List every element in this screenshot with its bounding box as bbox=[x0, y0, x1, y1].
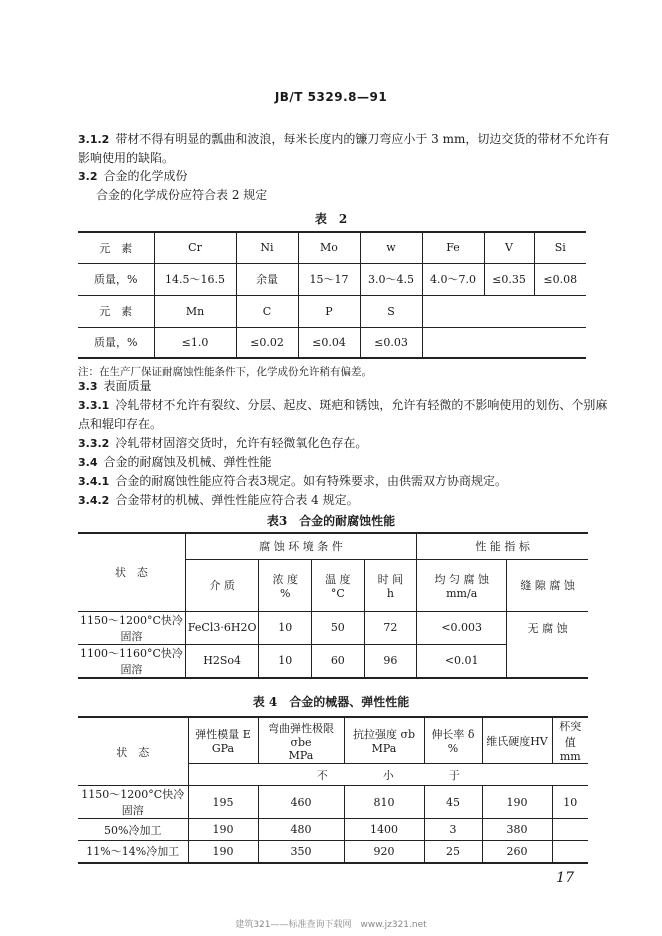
table-cell: 50 bbox=[312, 611, 365, 644]
table-cell: 460 bbox=[258, 786, 344, 819]
table-header-temperature bbox=[312, 559, 365, 611]
table-2-title: 表 2 bbox=[314, 212, 348, 226]
clause-title: 合金的化学成份 bbox=[103, 169, 188, 183]
table-cell: H2So4 bbox=[185, 644, 259, 678]
table-4-title: 表 4 合金的械器、弹性性能 bbox=[252, 695, 410, 709]
table-cell: 4.0～7.0 bbox=[422, 263, 484, 295]
table-row bbox=[78, 327, 586, 358]
table-cell: 10 bbox=[259, 644, 312, 678]
clause-text: 合金的耐腐蚀性能应符合表3规定。如有特殊要求，由供需双方协商规定。 bbox=[115, 474, 507, 488]
clause-text: 合金带材的机械、弹性性能应符合表 4 规定。 bbox=[115, 493, 359, 507]
page-number: 17 bbox=[556, 870, 574, 886]
table-cell: 1150～1200°C快冷固溶 bbox=[78, 611, 185, 644]
table-cell: 14.5～16.5 bbox=[154, 263, 236, 295]
table-cell-empty bbox=[422, 295, 586, 327]
header-line: 温 度 bbox=[325, 572, 351, 586]
header-unit: MPa bbox=[371, 742, 397, 755]
table-header-perf: 性 能 指 标 bbox=[417, 533, 588, 559]
table-cell: 元 素 bbox=[78, 232, 154, 263]
table-cell: 质量，% bbox=[78, 327, 154, 358]
table-row bbox=[78, 717, 588, 764]
header-unit: % bbox=[447, 742, 459, 755]
table-cell: 3.0～4.5 bbox=[360, 263, 422, 295]
table-header-concentration bbox=[259, 559, 312, 611]
header-line: 时 间 bbox=[377, 572, 404, 586]
clause-3-4-1 bbox=[78, 472, 507, 491]
table-row bbox=[78, 819, 588, 841]
clause-text: 带材不得有明显的瓢曲和波浪，每米长度内的镰刀弯应小于 3 mm，切边交货的带材不允许有 bbox=[115, 132, 610, 146]
clause-number: 3.3 bbox=[78, 380, 98, 393]
table-cell: ≤0.04 bbox=[298, 327, 360, 358]
table-cell: 920 bbox=[344, 841, 424, 863]
table-cell: FeCl3·6H2O bbox=[185, 611, 259, 644]
header-line: 弹性模量 E bbox=[195, 728, 251, 741]
clause-3-3-1-line1 bbox=[78, 396, 607, 415]
table-header-bending-limit bbox=[258, 717, 344, 764]
table-3-title: 表3 合金的耐腐蚀性能 bbox=[266, 514, 396, 528]
table-cell: 质量，% bbox=[78, 263, 154, 295]
table-cell: <0.003 bbox=[417, 611, 507, 644]
header-unit: mm/a bbox=[446, 586, 478, 600]
table-cell: V bbox=[484, 232, 534, 263]
header-line: 杯突值 bbox=[559, 720, 582, 749]
table-cell: Mo bbox=[298, 232, 360, 263]
header-unit: mm bbox=[559, 750, 581, 763]
table-cell: 元 素 bbox=[78, 295, 154, 327]
clause-number: 3.3.1 bbox=[78, 399, 110, 412]
table-cell: Si bbox=[534, 232, 586, 263]
table-4 bbox=[78, 716, 588, 864]
table-cell: 1100～1160°C快冷固溶 bbox=[78, 644, 185, 678]
table-row bbox=[78, 263, 586, 295]
table-cell: ≤1.0 bbox=[154, 327, 236, 358]
clause-title: 表面质量 bbox=[103, 379, 152, 393]
table-cell: 260 bbox=[482, 841, 552, 863]
table-cell: P bbox=[298, 295, 360, 327]
standard-number-header: JB/T 5329.8—91 bbox=[274, 90, 388, 104]
table-row bbox=[78, 533, 588, 559]
table-header-crevice-corrosion: 缝 隙 腐 蚀 bbox=[507, 559, 588, 611]
table-header-elongation bbox=[424, 717, 482, 764]
table-cell: 10 bbox=[552, 786, 588, 819]
table-cell: 60 bbox=[312, 644, 365, 678]
table-cell bbox=[552, 819, 588, 841]
table-header-not-less-than: 不 小 于 bbox=[188, 764, 588, 786]
clause-3-2 bbox=[78, 167, 188, 186]
table-row bbox=[78, 295, 586, 327]
table-row bbox=[78, 786, 588, 819]
table-header-state: 状 态 bbox=[78, 717, 188, 786]
table-cell: 50%冷加工 bbox=[78, 819, 188, 841]
clause-number: 3.1.2 bbox=[78, 133, 110, 146]
table-row bbox=[78, 232, 586, 263]
table-row bbox=[78, 611, 588, 644]
table-cell: 1400 bbox=[344, 819, 424, 841]
clause-3-3-2 bbox=[78, 434, 367, 453]
table-cell: 3 bbox=[424, 819, 482, 841]
table-cell-empty bbox=[422, 327, 586, 358]
table-cell: ≤0.35 bbox=[484, 263, 534, 295]
table-2-note: 注：在生产厂保证耐腐蚀性能条件下，化学成份允许稍有偏差。 bbox=[78, 366, 372, 378]
table-cell: 195 bbox=[188, 786, 258, 819]
header-line: 均 匀 腐 蚀 bbox=[434, 572, 489, 586]
clause-3-3-1-line2: 点和辊印存在。 bbox=[78, 417, 163, 431]
table-cell bbox=[552, 841, 588, 863]
table-cell: 10 bbox=[259, 611, 312, 644]
table-header-state: 状 态 bbox=[78, 533, 185, 611]
clause-text: 冷轧带材不允许有裂纹、分层、起皮、斑疤和锈蚀，允许有轻微的不影响使用的划伤、个别麻 bbox=[115, 398, 608, 412]
table-cell: Ni bbox=[236, 232, 298, 263]
table-cell: 余量 bbox=[236, 263, 298, 295]
clause-3-1-2-line1 bbox=[78, 130, 609, 149]
table-header-hardness: 维氏硬度HV bbox=[482, 717, 552, 764]
table-header-uniform-corrosion bbox=[417, 559, 507, 611]
header-unit: GPa bbox=[211, 742, 235, 755]
site-watermark-footer: 建筑321——标准查询下载网 www.jz321.net bbox=[235, 920, 427, 930]
table-cell: 无 腐 蚀 bbox=[507, 611, 588, 678]
clause-number: 3.2 bbox=[78, 170, 98, 183]
table-cell: S bbox=[360, 295, 422, 327]
table-cell: 15～17 bbox=[298, 263, 360, 295]
table-cell: Fe bbox=[422, 232, 484, 263]
table-header-env: 腐 蚀 环 境 条 件 bbox=[185, 533, 416, 559]
table-cell: 190 bbox=[482, 786, 552, 819]
table-header-medium: 介 质 bbox=[185, 559, 259, 611]
clause-title: 合金的耐腐蚀及机械、弹性性能 bbox=[103, 455, 272, 469]
clause-number: 3.4.2 bbox=[78, 494, 110, 507]
header-line: 浓 度 bbox=[272, 572, 298, 586]
clause-3-4 bbox=[78, 453, 272, 472]
table-cell: ≤0.03 bbox=[360, 327, 422, 358]
table-cell: <0.01 bbox=[417, 644, 507, 678]
table-header-time bbox=[364, 559, 417, 611]
table-cell: 11%～14%冷加工 bbox=[78, 841, 188, 863]
table-cell: 350 bbox=[258, 841, 344, 863]
clause-3-3 bbox=[78, 377, 152, 396]
table-cell: 25 bbox=[424, 841, 482, 863]
clause-number: 3.3.2 bbox=[78, 437, 110, 450]
table-header-tensile-strength bbox=[344, 717, 424, 764]
table-cell: w bbox=[360, 232, 422, 263]
table-cell: 480 bbox=[258, 819, 344, 841]
table-3 bbox=[78, 532, 588, 679]
table-cell: 380 bbox=[482, 819, 552, 841]
clause-3-4-2 bbox=[78, 491, 359, 510]
header-unit: °C bbox=[330, 586, 345, 600]
clause-text: 冷轧带材固溶交货时，允许有轻微氧化色存在。 bbox=[115, 436, 368, 450]
table-cell: 96 bbox=[364, 644, 417, 678]
header-unit: h bbox=[386, 586, 394, 600]
table-cell: Mn bbox=[154, 295, 236, 327]
table-header-elastic-modulus bbox=[188, 717, 258, 764]
table-row bbox=[78, 841, 588, 863]
table-cell: 810 bbox=[344, 786, 424, 819]
table-cell: 190 bbox=[188, 819, 258, 841]
header-unit: % bbox=[280, 586, 291, 600]
table-cell: C bbox=[236, 295, 298, 327]
header-line: 伸长率 δ bbox=[431, 728, 475, 741]
table-cell: 190 bbox=[188, 841, 258, 863]
table-cell: Cr bbox=[154, 232, 236, 263]
table-cell: 72 bbox=[364, 611, 417, 644]
table-cell: 45 bbox=[424, 786, 482, 819]
header-line: 弯曲弹性极限 σbe bbox=[268, 721, 334, 749]
clause-number: 3.4 bbox=[78, 456, 98, 469]
clause-3-1-2-line2: 影响使用的缺陷。 bbox=[78, 151, 175, 165]
table-cell: 1150～1200°C快冷固溶 bbox=[78, 786, 188, 819]
table-cell: ≤0.02 bbox=[236, 327, 298, 358]
table-2 bbox=[78, 231, 586, 359]
table-cell: ≤0.08 bbox=[534, 263, 586, 295]
clause-number: 3.4.1 bbox=[78, 475, 110, 488]
table-header-cupping bbox=[552, 717, 588, 764]
header-unit: MPa bbox=[288, 748, 314, 762]
header-line: 抗拉强度 σb bbox=[352, 728, 416, 741]
clause-3-2-body: 合金的化学成份应符合表 2 规定 bbox=[96, 188, 268, 202]
